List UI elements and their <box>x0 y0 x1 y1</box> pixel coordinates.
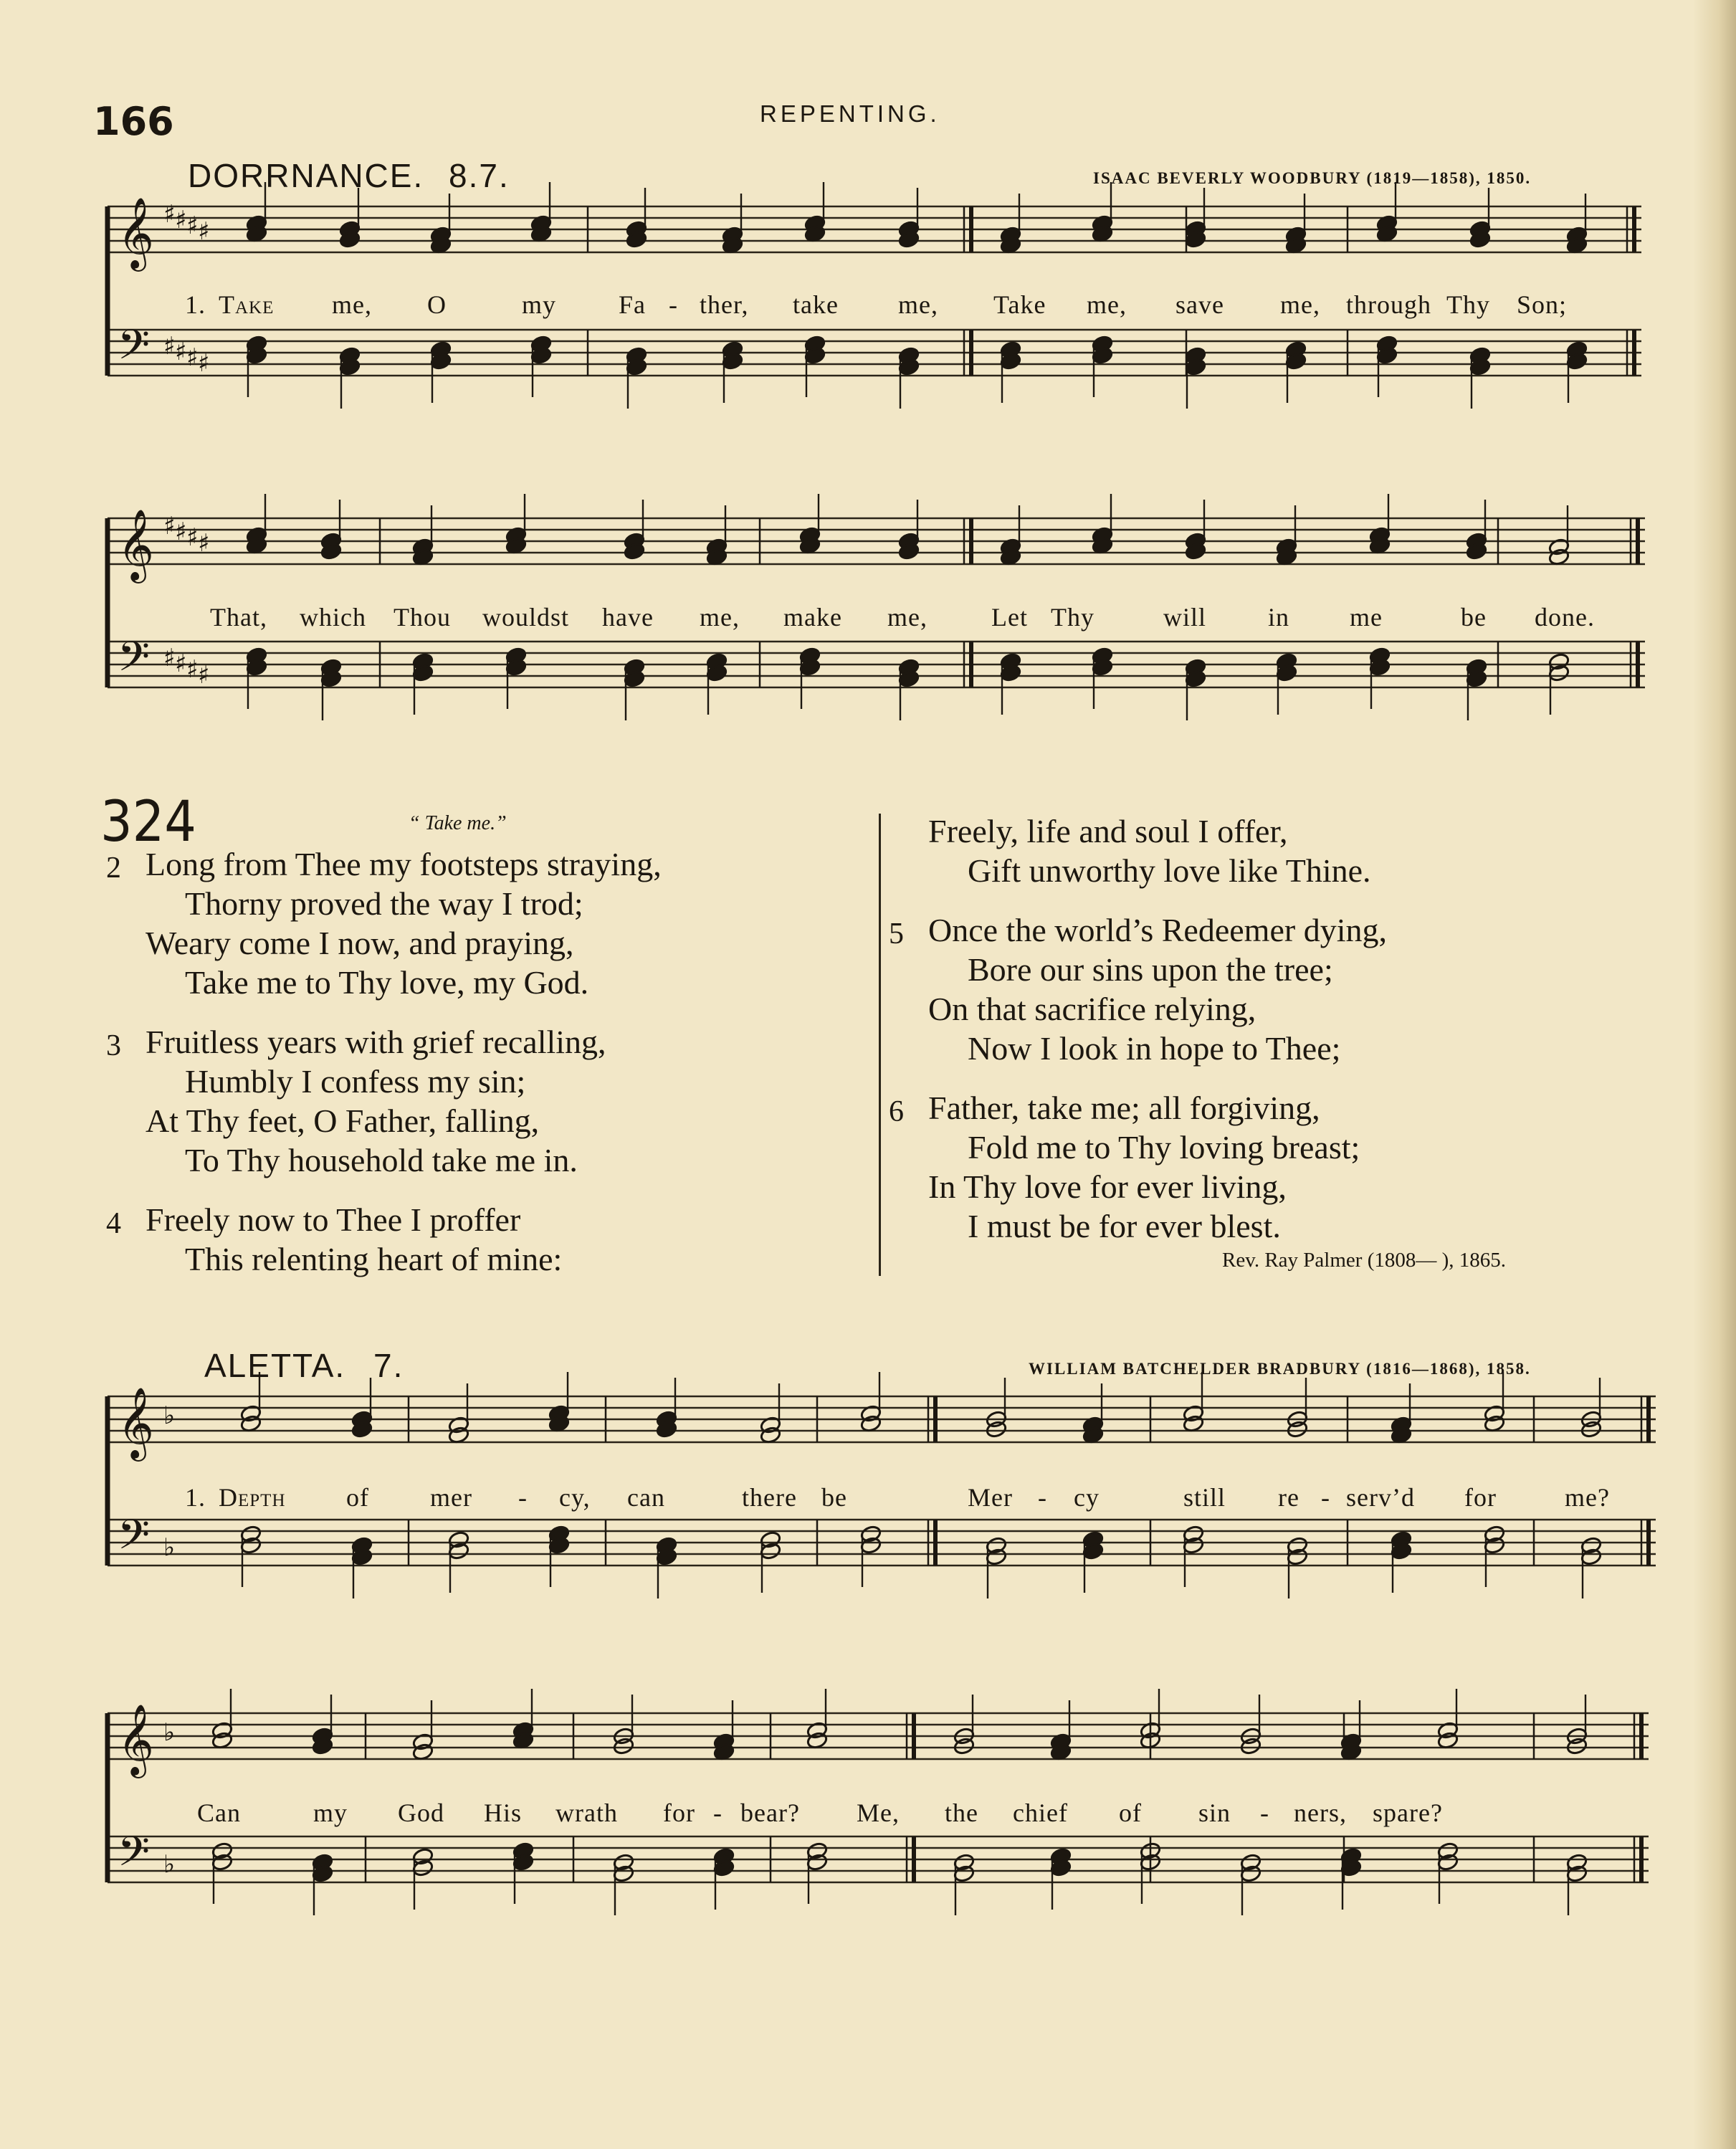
lyric-syllable: be <box>1461 603 1487 632</box>
key-signature: ♭ <box>163 1850 176 1879</box>
hymn-number: 324 <box>100 790 196 854</box>
lyric-syllable: take <box>793 290 839 319</box>
stanza-line: Fold me to Thy loving breast; <box>968 1129 1360 1166</box>
lyric-syllable: the <box>945 1798 978 1827</box>
key-signature: ♯ <box>175 649 187 678</box>
lyric-syllable: in <box>1268 603 1290 632</box>
bass-staff <box>108 1836 1649 1882</box>
lyric-syllable: Thou <box>394 603 451 632</box>
lyric-syllable: me, <box>1087 290 1127 319</box>
key-signature: ♯ <box>175 338 187 366</box>
lyric-syllable: re <box>1278 1483 1299 1512</box>
key-signature: ♯ <box>175 206 187 234</box>
stanza-number: 6 <box>889 1095 904 1128</box>
lyric-syllable: be <box>821 1483 847 1512</box>
key-signature: ♯ <box>198 661 210 690</box>
hymn-subtitle: “ Take me.” <box>409 812 507 834</box>
tune2-lyric-line1 <box>185 1482 1618 1512</box>
lyric-syllable: for <box>663 1798 695 1827</box>
lyric-syllable: ther, <box>700 290 749 319</box>
tune2-name: ALETTA. <box>204 1347 346 1384</box>
stanza-line: Once the world’s Redeemer dying, <box>928 912 1387 948</box>
bass-staff <box>108 1520 1656 1566</box>
lyric-syllable: me, <box>887 603 927 632</box>
treble-staff <box>108 1396 1656 1442</box>
treble-clef: 𝄞 <box>118 509 154 581</box>
key-signature: ♯ <box>163 332 176 361</box>
lyric-syllable: my <box>313 1798 348 1827</box>
stanza-line: In Thy love for ever living, <box>928 1168 1287 1205</box>
tune1-name: DORRNANCE. <box>188 157 424 194</box>
lyric-syllable: for <box>1464 1483 1497 1512</box>
lyric-syllable: my <box>522 290 557 319</box>
stanza-line: Fruitless years with grief recalling, <box>146 1024 606 1060</box>
key-signature: ♭ <box>163 1533 176 1562</box>
stanza-line: At Thy feet, O Father, falling, <box>146 1102 540 1139</box>
stanza-line: Take me to Thy love, my God. <box>185 964 589 1001</box>
lyric-syllable: Fa <box>619 290 646 319</box>
lyric-syllable: can <box>627 1483 665 1512</box>
bass-staff <box>108 330 1641 376</box>
lyric-syllable: save <box>1175 290 1224 319</box>
key-signature: ♯ <box>198 349 210 378</box>
lyric-syllable: me <box>1350 603 1383 632</box>
tune1-verse-number: 1. <box>185 290 206 319</box>
lyric-syllable: there <box>742 1483 797 1512</box>
lyric-syllable: wouldst <box>482 603 570 632</box>
lyric-syllable: Thy <box>1051 603 1094 632</box>
tune2-composer: WILLIAM BATCHELDER BRADBURY (1816—1868), 1858. <box>1029 1360 1531 1378</box>
stanza-number: 2 <box>106 852 121 885</box>
lyric-syllable: of <box>346 1483 369 1512</box>
tune1-first-word: Take <box>219 290 275 319</box>
lyric-syllable: Son; <box>1517 290 1568 319</box>
key-signature: ♭ <box>163 1401 176 1430</box>
tune2-title <box>204 1346 404 1385</box>
bass-clef: 𝄢 <box>118 1510 151 1569</box>
lyric-syllable: - <box>518 1483 528 1512</box>
key-signature: ♯ <box>175 518 187 546</box>
stanza-line: To Thy household take me in. <box>185 1142 578 1178</box>
lyric-syllable: His <box>484 1798 523 1827</box>
lyric-syllable: ners, <box>1294 1798 1347 1827</box>
stanza-number: 4 <box>106 1207 121 1240</box>
stanza-line: Gift unworthy love like Thine. <box>968 852 1371 889</box>
stanza-line: Long from Thee my footsteps straying, <box>146 846 662 882</box>
key-signature: ♯ <box>163 644 176 672</box>
key-signature: ♯ <box>163 200 176 229</box>
tune2-meter: 7. <box>373 1347 404 1384</box>
tune1-meter: 8.7. <box>449 157 510 194</box>
tune2-first-word: Depth <box>219 1483 286 1512</box>
stanza-line: Thorny proved the way I trod; <box>185 885 583 922</box>
lyric-syllable: me, <box>1280 290 1320 319</box>
stanza-line: I must be for ever blest. <box>968 1208 1281 1244</box>
tune1-composer: ISAAC BEVERLY WOODBURY (1819—1858), 1850. <box>1093 169 1532 187</box>
stanza-line: This relenting heart of mine: <box>185 1241 563 1277</box>
tune1-lyric-line1 <box>185 290 1618 320</box>
treble-clef: 𝄞 <box>118 1704 154 1776</box>
stanza-line: Now I look in hope to Thee; <box>968 1030 1341 1067</box>
lyric-syllable: - <box>1321 1483 1330 1512</box>
lyric-syllable: - <box>669 290 678 319</box>
lyric-syllable: chief <box>1013 1798 1068 1827</box>
stanza-line: Bore our sins upon the tree; <box>968 951 1333 988</box>
lyric-syllable: will <box>1163 603 1207 632</box>
lyric-syllable: me, <box>898 290 938 319</box>
stanza-line: Father, take me; all forgiving, <box>928 1090 1320 1126</box>
key-signature: ♯ <box>186 343 199 372</box>
lyric-syllable: That, <box>210 603 267 632</box>
lyric-syllable: through <box>1346 290 1431 319</box>
lyric-syllable: Thy <box>1446 290 1490 319</box>
lyric-syllable: Me, <box>857 1798 900 1827</box>
hymn-author: Rev. Ray Palmer (1808— ), 1865. <box>1222 1249 1507 1272</box>
stanza-number: 3 <box>106 1029 121 1062</box>
stanza-line: Humbly I confess my sin; <box>185 1063 526 1100</box>
running-head: REPENTING. <box>760 100 940 127</box>
key-signature: ♯ <box>186 655 199 684</box>
key-signature: ♯ <box>186 211 199 240</box>
lyric-syllable: which <box>300 603 366 632</box>
lyric-syllable: of <box>1119 1798 1142 1827</box>
lyric-syllable: cy, <box>559 1483 591 1512</box>
treble-clef: 𝄞 <box>118 197 154 269</box>
treble-clef: 𝄞 <box>118 1387 154 1459</box>
lyric-syllable: me? <box>1565 1483 1610 1512</box>
key-signature: ♯ <box>198 529 210 558</box>
lyric-syllable: - <box>1260 1798 1269 1827</box>
lyric-syllable: done. <box>1535 603 1595 632</box>
lyric-syllable: God <box>398 1798 444 1827</box>
key-signature: ♭ <box>163 1718 176 1747</box>
lyric-syllable: me, <box>700 603 740 632</box>
page-number: 166 <box>93 99 174 144</box>
key-signature: ♯ <box>186 523 199 552</box>
lyric-syllable: O <box>427 290 447 319</box>
lyric-syllable: serv’d <box>1346 1483 1415 1512</box>
stanza-number: 5 <box>889 918 904 950</box>
lyric-syllable: cy <box>1074 1483 1100 1512</box>
lyric-syllable: still <box>1183 1483 1226 1512</box>
lyric-syllable: make <box>783 603 842 632</box>
lyric-syllable: - <box>1038 1483 1047 1512</box>
lyric-syllable: Can <box>197 1798 241 1827</box>
lyric-syllable: wrath <box>555 1798 618 1827</box>
lyric-syllable: Mer <box>968 1483 1013 1512</box>
stanza-line: Freely now to Thee I proffer <box>146 1201 521 1238</box>
bass-clef: 𝄢 <box>118 320 151 379</box>
lyric-syllable: Let <box>991 603 1028 632</box>
key-signature: ♯ <box>198 217 210 246</box>
lyric-syllable: mer <box>430 1483 472 1512</box>
treble-staff <box>108 206 1641 252</box>
lyric-syllable: have <box>602 603 654 632</box>
lyric-syllable: sin <box>1198 1798 1231 1827</box>
bass-clef: 𝄢 <box>118 632 151 691</box>
column-divider <box>879 814 881 1276</box>
tune2-verse-number: 1. <box>185 1483 206 1512</box>
stanza-line: On that sacrifice relying, <box>928 991 1256 1027</box>
tune1-title <box>188 156 510 195</box>
lyric-syllable: bear? <box>740 1798 800 1827</box>
treble-staff <box>108 1713 1649 1759</box>
lyric-syllable: spare? <box>1373 1798 1443 1827</box>
key-signature: ♯ <box>163 512 176 540</box>
lyric-syllable: - <box>713 1798 722 1827</box>
stanza-line: Weary come I now, and praying, <box>146 925 574 961</box>
bass-clef: 𝄢 <box>118 1827 151 1886</box>
lyric-syllable: me, <box>332 290 372 319</box>
lyric-syllable: Take <box>993 290 1046 319</box>
stanza-line: Freely, life and soul I offer, <box>928 813 1288 849</box>
